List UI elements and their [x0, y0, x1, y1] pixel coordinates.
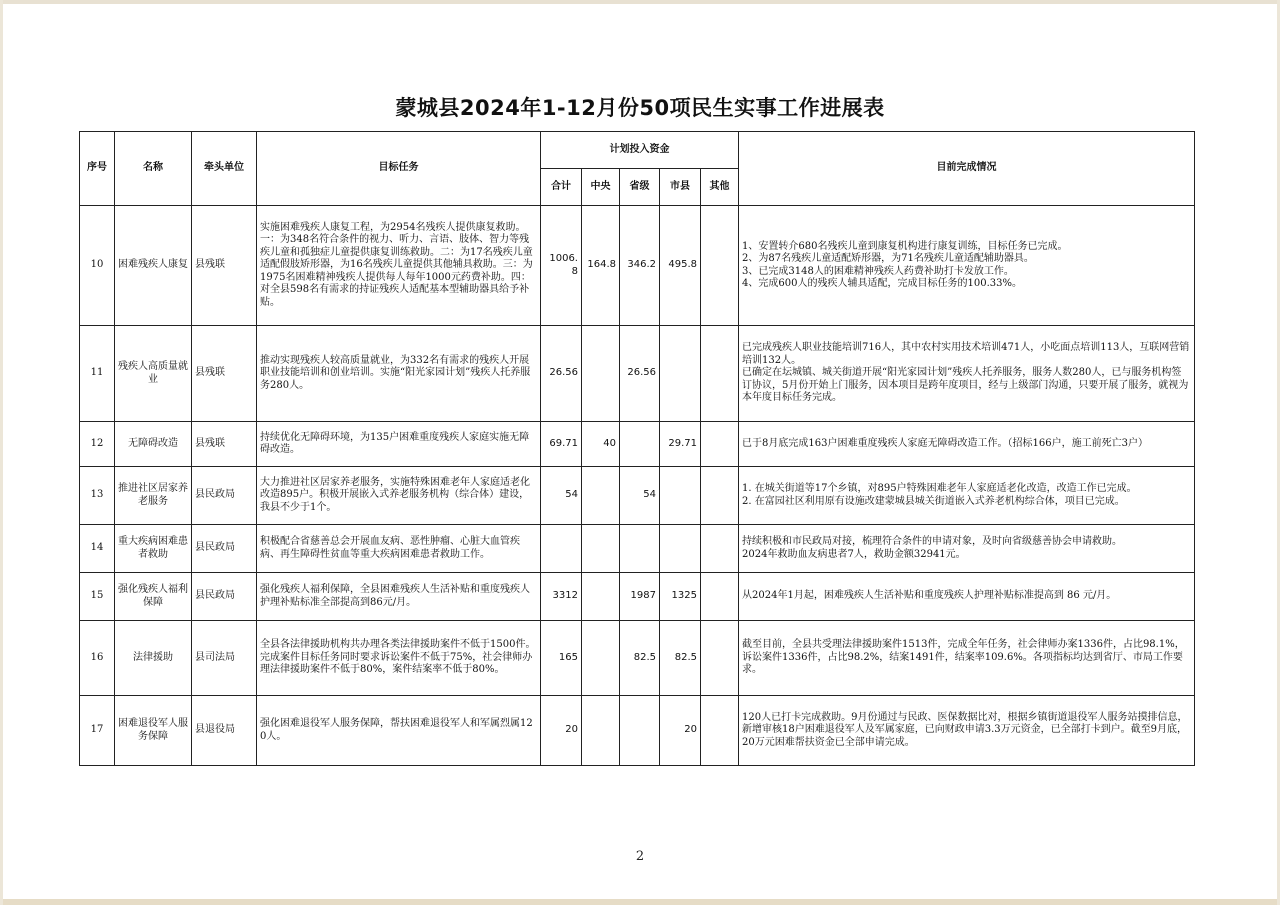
row-seq-cell: 12 — [80, 422, 115, 467]
row-name-cell: 困难退役军人服务保障 — [115, 696, 192, 766]
row-other-cell — [701, 573, 739, 621]
row-total-cell: 69.71 — [541, 422, 582, 467]
row-unit-cell: 县民政局 — [192, 573, 257, 621]
row-total-cell: 165 — [541, 621, 582, 696]
row-status-cell: 持续积极和市民政局对接，梳理符合条件的申请对象，及时向省级慈善协会申请救助。 2024年救助血友病患者7人，救助金额32941元。 — [739, 525, 1195, 573]
row-city-cell: 495.8 — [660, 206, 701, 326]
row-target-cell: 推动实现残疾人较高质量就业，为332名有需求的残疾人开展职业技能培训和创业培训。实施“阳光家园计划”残疾人托养服务280人。 — [257, 326, 541, 422]
row-city-cell — [660, 525, 701, 573]
row-status-cell: 已于8月底完成163户困难重度残疾人家庭无障碍改造工作。（招标166户，施工前死亡3户） — [739, 422, 1195, 467]
row-provincial-cell: 1987 — [620, 573, 660, 621]
row-provincial-cell: 26.56 — [620, 326, 660, 422]
row-central-cell: 164.8 — [582, 206, 620, 326]
row-status-cell: 120人已打卡完成救助。9月份通过与民政、医保数据比对，根据乡镇街道退役军人服务站摸排信息，新增审核18户困难退役军人及军属家庭，已向财政申请3.3万元资金，已全部打卡到户。截至9月底，20万元困难帮扶资金已全部申请完成。 — [739, 696, 1195, 766]
row-central-cell — [582, 467, 620, 525]
row-name-cell: 困难残疾人康复 — [115, 206, 192, 326]
row-other-cell — [701, 326, 739, 422]
row-target-cell: 持续优化无障碍环境，为135户困难重度残疾人家庭实施无障碍改造。 — [257, 422, 541, 467]
row-status-cell: 1、安置转介680名残疾儿童到康复机构进行康复训练，目标任务已完成。 2、为87名残疾儿童适配矫形器，为71名残疾儿童适配辅助器具。 3、已完成3148人的困难精神残疾人药费补助打卡发放工作。 4、完成600人的残疾人辅具适配，完成目标任务的100.33%。 — [739, 206, 1195, 326]
row-total-cell: 26.56 — [541, 326, 582, 422]
table-row — [80, 422, 1195, 467]
row-name-cell: 残疾人高质量就业 — [115, 326, 192, 422]
row-status-cell: 1. 在城关街道等17个乡镇，对895户特殊困难老年人家庭适老化改造，改造工作已完成。 2. 在富园社区利用原有设施改建蒙城县城关街道嵌入式养老机构综合体，项目已完成。 — [739, 467, 1195, 525]
row-status-cell: 已完成残疾人职业技能培训716人，其中农村实用技术培训471人，小吃面点培训113人，互联网营销培训132人。 已确定在坛城镇、城关街道开展“阳光家园计划”残疾人托养服务，服务人数280人，已与服务机构签订协议，5月份开始上门服务，因本项目是跨年度项目，经与上级部门沟通，只要开展了服务，就视为本年度目标任务完成。 — [739, 326, 1195, 422]
header-target: 目标任务 — [257, 132, 541, 206]
progress-table — [79, 131, 1195, 766]
row-other-cell — [701, 467, 739, 525]
row-unit-cell: 县司法局 — [192, 621, 257, 696]
row-name-cell: 推进社区居家养老服务 — [115, 467, 192, 525]
row-city-cell: 20 — [660, 696, 701, 766]
row-other-cell — [701, 696, 739, 766]
row-target-cell: 大力推进社区居家养老服务，实施特殊困难老年人家庭适老化改造895户。积极开展嵌入式养老服务机构（综合体）建设，我县不少于1个。 — [257, 467, 541, 525]
header-city-county: 市县 — [660, 169, 701, 206]
row-city-cell: 1325 — [660, 573, 701, 621]
table-row — [80, 696, 1195, 766]
row-seq-cell: 15 — [80, 573, 115, 621]
row-target-cell: 全县各法律援助机构共办理各类法律援助案件不低于1500件。完成案件目标任务同时要求诉讼案件不低于75%，社会律师办理法律援助案件不低于80%，案件结案率不低于80%。 — [257, 621, 541, 696]
header-status: 目前完成情况 — [739, 132, 1195, 206]
row-central-cell — [582, 525, 620, 573]
table-row — [80, 326, 1195, 422]
table-row — [80, 573, 1195, 621]
row-provincial-cell — [620, 696, 660, 766]
row-seq-cell: 16 — [80, 621, 115, 696]
row-seq-cell: 14 — [80, 525, 115, 573]
header-lead-unit: 牵头单位 — [192, 132, 257, 206]
row-central-cell: 40 — [582, 422, 620, 467]
row-unit-cell: 县民政局 — [192, 467, 257, 525]
header-seq: 序号 — [80, 132, 115, 206]
row-total-cell: 54 — [541, 467, 582, 525]
table-body — [80, 206, 1195, 766]
row-name-cell: 法律援助 — [115, 621, 192, 696]
row-seq-cell: 11 — [80, 326, 115, 422]
row-unit-cell: 县残联 — [192, 422, 257, 467]
row-other-cell — [701, 422, 739, 467]
row-unit-cell: 县残联 — [192, 206, 257, 326]
row-provincial-cell — [620, 422, 660, 467]
row-name-cell: 强化残疾人福利保障 — [115, 573, 192, 621]
row-total-cell: 3312 — [541, 573, 582, 621]
row-total-cell — [541, 525, 582, 573]
page-edge-left — [0, 0, 3, 905]
header-total: 合计 — [541, 169, 582, 206]
row-total-cell: 20 — [541, 696, 582, 766]
row-city-cell: 82.5 — [660, 621, 701, 696]
row-seq-cell: 17 — [80, 696, 115, 766]
row-provincial-cell — [620, 525, 660, 573]
row-name-cell: 重大疾病困难患者救助 — [115, 525, 192, 573]
table-row — [80, 525, 1195, 573]
row-other-cell — [701, 525, 739, 573]
row-central-cell — [582, 621, 620, 696]
header-provincial: 省级 — [620, 169, 660, 206]
row-central-cell — [582, 696, 620, 766]
row-target-cell: 实施困难残疾人康复工程，为2954名残疾人提供康复救助。一：为348名符合条件的视力、听力、言语、肢体、智力等残疾儿童和孤独症儿童提供康复训练救助。二：为17名残疾儿童适配假肢矫形器，为16名残疾儿童提供其他辅具救助。三：为1975名困难精神残疾人提供每人每年1000元药费补助。四：对全县598名有需求的持证残疾人适配基本型辅助器具给予补贴。 — [257, 206, 541, 326]
row-target-cell: 积极配合省慈善总会开展血友病、恶性肿瘤、心脏大血管疾病、再生障碍性贫血等重大疾病困难患者救助工作。 — [257, 525, 541, 573]
page-edge-bottom — [0, 899, 1280, 905]
row-city-cell: 29.71 — [660, 422, 701, 467]
row-seq-cell: 10 — [80, 206, 115, 326]
row-target-cell: 强化残疾人福利保障，全县困难残疾人生活补贴和重度残疾人护理补贴标准全部提高到86元/月。 — [257, 573, 541, 621]
header-central: 中央 — [582, 169, 620, 206]
row-provincial-cell: 346.2 — [620, 206, 660, 326]
row-central-cell — [582, 573, 620, 621]
table-row — [80, 621, 1195, 696]
header-other: 其他 — [701, 169, 739, 206]
document-title: 蒙城县2024年1-12月份50项民生实事工作进展表 — [395, 96, 885, 120]
page-number: 2 — [635, 849, 645, 864]
row-provincial-cell: 82.5 — [620, 621, 660, 696]
row-unit-cell: 县民政局 — [192, 525, 257, 573]
header-name: 名称 — [115, 132, 192, 206]
row-total-cell: 1006.8 — [541, 206, 582, 326]
row-city-cell — [660, 326, 701, 422]
row-target-cell: 强化困难退役军人服务保障，帮扶困难退役军人和军属烈属120人。 — [257, 696, 541, 766]
row-central-cell — [582, 326, 620, 422]
page-edge-top — [0, 0, 1280, 4]
row-name-cell: 无障碍改造 — [115, 422, 192, 467]
row-seq-cell: 13 — [80, 467, 115, 525]
row-other-cell — [701, 621, 739, 696]
header-funding-group: 计划投入资金 — [541, 132, 739, 169]
row-city-cell — [660, 467, 701, 525]
row-other-cell — [701, 206, 739, 326]
row-unit-cell: 县退役局 — [192, 696, 257, 766]
table-row — [80, 206, 1195, 326]
table-row — [80, 467, 1195, 525]
row-status-cell: 截至目前，全县共受理法律援助案件1513件，完成全年任务，社会律师办案1336件，占比98.1%，诉讼案件1336件，占比98.2%，结案1491件，结案率109.6%。各项指标均达到省厅、市局工作要求。 — [739, 621, 1195, 696]
row-status-cell: 从2024年1月起，困难残疾人生活补贴和重度残疾人护理补贴标准提高到 86 元/月。 — [739, 573, 1195, 621]
row-unit-cell: 县残联 — [192, 326, 257, 422]
row-provincial-cell: 54 — [620, 467, 660, 525]
